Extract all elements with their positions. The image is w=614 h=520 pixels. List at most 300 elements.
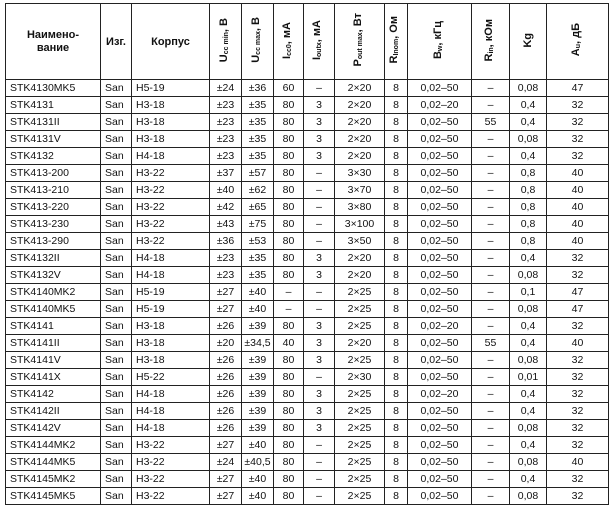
table-cell: 0,8 xyxy=(510,182,547,199)
table-cell: ±53 xyxy=(242,233,274,250)
table-cell: 2×25 xyxy=(335,488,385,505)
table-cell: 0,02–50 xyxy=(408,488,472,505)
table-cell: 80 xyxy=(274,216,304,233)
table-cell: San xyxy=(101,216,132,233)
table-cell: – xyxy=(304,284,335,301)
table-cell: 80 xyxy=(274,318,304,335)
table-cell: ±26 xyxy=(210,403,242,420)
table-cell: 2×20 xyxy=(335,131,385,148)
table-cell: 8 xyxy=(385,131,408,148)
table-cell: – xyxy=(472,216,510,233)
table-cell: 0,4 xyxy=(510,471,547,488)
table-row xyxy=(6,369,609,386)
table-cell: 2×20 xyxy=(335,80,385,97)
header-label-ioutx xyxy=(311,20,326,60)
table-row xyxy=(6,114,609,131)
table-cell: STK413-230 xyxy=(6,216,101,233)
table-cell: San xyxy=(101,199,132,216)
table-cell: 32 xyxy=(547,471,609,488)
table-cell: – xyxy=(472,471,510,488)
table-cell: – xyxy=(304,80,335,97)
table-cell: 2×25 xyxy=(335,386,385,403)
table-cell: 0,4 xyxy=(510,335,547,352)
table-cell: ±35 xyxy=(242,97,274,114)
label-main: A xyxy=(569,48,582,57)
table-cell: San xyxy=(101,267,132,284)
table-cell: STK4145MK5 xyxy=(6,488,101,505)
table-cell: 32 xyxy=(547,403,609,420)
table-cell: H5-22 xyxy=(132,369,210,386)
table-cell: H4-18 xyxy=(132,386,210,403)
table-cell: ±26 xyxy=(210,369,242,386)
table-cell: – xyxy=(472,131,510,148)
table-cell: 0,08 xyxy=(510,267,547,284)
table-cell: STK413-220 xyxy=(6,199,101,216)
table-cell: STK4132 xyxy=(6,148,101,165)
table-cell: 8 xyxy=(385,403,408,420)
header-rin xyxy=(472,4,510,80)
header-label-pout xyxy=(352,13,367,67)
table-cell: 32 xyxy=(547,386,609,403)
table-cell: 8 xyxy=(385,148,408,165)
table-cell: ±65 xyxy=(242,199,274,216)
header-pout xyxy=(335,4,385,80)
label-main: R xyxy=(388,55,401,64)
label-unit: , кОм xyxy=(482,18,495,48)
header-label-ucc_max xyxy=(250,17,265,63)
table-cell: 0,02–50 xyxy=(408,352,472,369)
table-cell: STK4140MK2 xyxy=(6,284,101,301)
table-cell: H3-22 xyxy=(132,216,210,233)
table-cell: ±27 xyxy=(210,284,242,301)
table-cell: – xyxy=(472,301,510,318)
table-cell: San xyxy=(101,250,132,267)
table-cell: 60 xyxy=(274,80,304,97)
table-cell: 32 xyxy=(547,131,609,148)
table-cell: 8 xyxy=(385,488,408,505)
table-cell: San xyxy=(101,386,132,403)
table-cell: ±40,5 xyxy=(242,454,274,471)
label-unit: , дБ xyxy=(569,23,582,45)
table-cell: STK4142II xyxy=(6,403,101,420)
table-cell: 2×25 xyxy=(335,471,385,488)
table-cell: 3×50 xyxy=(335,233,385,250)
table-cell: H3-18 xyxy=(132,318,210,335)
table-cell: 47 xyxy=(547,284,609,301)
table-cell: ±26 xyxy=(210,318,242,335)
table-row xyxy=(6,131,609,148)
table-cell: STK4142V xyxy=(6,420,101,437)
table-cell: – xyxy=(472,182,510,199)
table-cell: 8 xyxy=(385,420,408,437)
table-cell: STK4130MK5 xyxy=(6,80,101,97)
header-row xyxy=(6,4,609,80)
table-cell: 80 xyxy=(274,488,304,505)
table-row xyxy=(6,386,609,403)
table-cell: ±36 xyxy=(242,80,274,97)
header-label-au xyxy=(570,23,585,56)
table-cell: 8 xyxy=(385,301,408,318)
table-cell: 0,02–50 xyxy=(408,182,472,199)
table-cell: 80 xyxy=(274,131,304,148)
table-cell: H3-22 xyxy=(132,471,210,488)
label-sub: u xyxy=(575,44,583,49)
table-cell: San xyxy=(101,488,132,505)
table-cell: – xyxy=(472,148,510,165)
table-cell: 2×25 xyxy=(335,301,385,318)
table-cell: STK413-210 xyxy=(6,182,101,199)
table-cell: 8 xyxy=(385,471,408,488)
table-cell: 80 xyxy=(274,420,304,437)
table-cell: 2×25 xyxy=(335,437,385,454)
table-cell: 8 xyxy=(385,352,408,369)
table-cell: 0,02–20 xyxy=(408,97,472,114)
table-cell: 80 xyxy=(274,403,304,420)
table-cell: 8 xyxy=(385,335,408,352)
table-cell: ±24 xyxy=(210,80,242,97)
table-cell: ±35 xyxy=(242,114,274,131)
table-cell: H4-18 xyxy=(132,250,210,267)
table-cell: STK4131II xyxy=(6,114,101,131)
table-cell: ±23 xyxy=(210,97,242,114)
table-cell: ±23 xyxy=(210,131,242,148)
table-row xyxy=(6,165,609,182)
table-cell: 3×70 xyxy=(335,182,385,199)
table-cell: STK4132II xyxy=(6,250,101,267)
table-cell: 0,4 xyxy=(510,403,547,420)
table-cell: San xyxy=(101,471,132,488)
table-cell: STK4144MK5 xyxy=(6,454,101,471)
table-cell: ±26 xyxy=(210,386,242,403)
table-cell: 3 xyxy=(304,352,335,369)
table-cell: 3×100 xyxy=(335,216,385,233)
table-cell: 80 xyxy=(274,369,304,386)
table-cell: 0,02–50 xyxy=(408,301,472,318)
table-cell: H4-18 xyxy=(132,267,210,284)
header-maker: Изг. xyxy=(101,4,132,80)
table-cell: 3 xyxy=(304,97,335,114)
label-main: I xyxy=(311,56,324,61)
table-cell: ±34,5 xyxy=(242,335,274,352)
table-cell: 8 xyxy=(385,386,408,403)
table-cell: 0,4 xyxy=(510,386,547,403)
table-cell: 0,02–50 xyxy=(408,250,472,267)
table-cell: – xyxy=(472,250,510,267)
table-cell: 0,08 xyxy=(510,352,547,369)
table-cell: 2×20 xyxy=(335,148,385,165)
table-row xyxy=(6,250,609,267)
header-rnom xyxy=(385,4,408,80)
table-cell: 8 xyxy=(385,284,408,301)
table-cell: ±75 xyxy=(242,216,274,233)
header-package: Корпус xyxy=(132,4,210,80)
table-cell: 80 xyxy=(274,250,304,267)
table-cell: San xyxy=(101,301,132,318)
table-cell: 8 xyxy=(385,199,408,216)
table-cell: STK4141 xyxy=(6,318,101,335)
table-cell: 32 xyxy=(547,267,609,284)
table-cell: 0,8 xyxy=(510,165,547,182)
table-cell: – xyxy=(472,284,510,301)
table-cell: San xyxy=(101,335,132,352)
header-label-icc0 xyxy=(281,22,296,59)
table-cell: 2×25 xyxy=(335,352,385,369)
table-cell: 0,8 xyxy=(510,199,547,216)
table-cell: STK413-200 xyxy=(6,165,101,182)
table-cell: 8 xyxy=(385,318,408,335)
table-cell: ±39 xyxy=(242,420,274,437)
table-cell: – xyxy=(472,454,510,471)
table-cell: ±27 xyxy=(210,437,242,454)
table-cell: 80 xyxy=(274,114,304,131)
table-cell: ±36 xyxy=(210,233,242,250)
header-icc0 xyxy=(274,4,304,80)
table-cell: H3-18 xyxy=(132,335,210,352)
table-cell: – xyxy=(304,182,335,199)
table-cell: – xyxy=(472,97,510,114)
table-cell: 0,08 xyxy=(510,301,547,318)
table-cell: H3-22 xyxy=(132,454,210,471)
table-cell: 8 xyxy=(385,454,408,471)
header-label-rnom xyxy=(388,16,403,64)
table-cell: STK4141X xyxy=(6,369,101,386)
table-cell: 32 xyxy=(547,420,609,437)
table-cell: 0,4 xyxy=(510,114,547,131)
table-cell: H3-18 xyxy=(132,352,210,369)
table-cell: ±39 xyxy=(242,352,274,369)
table-cell: 8 xyxy=(385,233,408,250)
table-cell: 8 xyxy=(385,182,408,199)
table-cell: – xyxy=(472,403,510,420)
table-cell: – xyxy=(274,301,304,318)
table-cell: STK4141II xyxy=(6,335,101,352)
table-cell: ±37 xyxy=(210,165,242,182)
table-cell: – xyxy=(304,369,335,386)
label-sub: out max xyxy=(357,32,365,60)
table-cell: 0,02–50 xyxy=(408,114,472,131)
table-cell: – xyxy=(304,233,335,250)
table-cell: San xyxy=(101,284,132,301)
table-cell: San xyxy=(101,80,132,97)
table-cell: 0,02–50 xyxy=(408,420,472,437)
table-cell: 0,8 xyxy=(510,216,547,233)
table-cell: 2×25 xyxy=(335,454,385,471)
table-cell: – xyxy=(304,471,335,488)
table-cell: ±40 xyxy=(242,437,274,454)
table-cell: 40 xyxy=(274,335,304,352)
table-cell: 2×20 xyxy=(335,267,385,284)
table-cell: ±35 xyxy=(242,250,274,267)
table-cell: 0,02–50 xyxy=(408,131,472,148)
table-cell: 3 xyxy=(304,114,335,131)
header-label-ucc_min xyxy=(218,18,233,62)
table-row xyxy=(6,420,609,437)
table-cell: H3-22 xyxy=(132,437,210,454)
header-au xyxy=(547,4,609,80)
table-cell: – xyxy=(304,454,335,471)
table-cell: ±27 xyxy=(210,471,242,488)
table-cell: 0,02–50 xyxy=(408,335,472,352)
table-cell: 0,02–50 xyxy=(408,216,472,233)
table-cell: 0,08 xyxy=(510,131,547,148)
table-cell: ±23 xyxy=(210,114,242,131)
table-cell: STK4132V xyxy=(6,267,101,284)
table-cell: 2×25 xyxy=(335,318,385,335)
table-cell: 3 xyxy=(304,403,335,420)
table-cell: 2×20 xyxy=(335,250,385,267)
table-cell: – xyxy=(472,199,510,216)
label-main: I xyxy=(280,55,293,59)
table-cell: 80 xyxy=(274,199,304,216)
table-cell: ±40 xyxy=(242,471,274,488)
table-cell: San xyxy=(101,97,132,114)
table-cell: H3-22 xyxy=(132,165,210,182)
table-row xyxy=(6,335,609,352)
table-row xyxy=(6,97,609,114)
table-cell: 3 xyxy=(304,318,335,335)
table-cell: 0,02–50 xyxy=(408,437,472,454)
table-cell: San xyxy=(101,454,132,471)
table-cell: H3-22 xyxy=(132,182,210,199)
table-cell: 0,4 xyxy=(510,97,547,114)
table-cell: 0,02–50 xyxy=(408,284,472,301)
table-row xyxy=(6,148,609,165)
table-row xyxy=(6,199,609,216)
table-cell: San xyxy=(101,318,132,335)
table-cell: 0,02–50 xyxy=(408,471,472,488)
label-main: P xyxy=(351,59,364,67)
header-label-rin xyxy=(483,19,498,62)
table-cell: 32 xyxy=(547,97,609,114)
table-cell: 2×30 xyxy=(335,369,385,386)
table-cell: H4-18 xyxy=(132,420,210,437)
table-row xyxy=(6,352,609,369)
header-ucc-min xyxy=(210,4,242,80)
table-cell: 3 xyxy=(304,267,335,284)
header-name: Наимено- вание xyxy=(6,4,101,80)
table-cell: 0,01 xyxy=(510,369,547,386)
table-cell: ±35 xyxy=(242,267,274,284)
label-unit: , мА xyxy=(280,21,293,44)
table-cell: 3 xyxy=(304,148,335,165)
table-cell: 8 xyxy=(385,97,408,114)
table-cell: San xyxy=(101,437,132,454)
table-cell: 40 xyxy=(547,335,609,352)
table-cell: – xyxy=(472,488,510,505)
table-cell: 2×25 xyxy=(335,284,385,301)
table-cell: 0,02–50 xyxy=(408,403,472,420)
table-cell: ±40 xyxy=(210,182,242,199)
amplifier-specs-table xyxy=(5,3,609,505)
table-cell: 32 xyxy=(547,488,609,505)
table-cell: 0,1 xyxy=(510,284,547,301)
table-cell: 8 xyxy=(385,165,408,182)
table-cell: H3-22 xyxy=(132,488,210,505)
table-cell: H4-18 xyxy=(132,403,210,420)
table-cell: 8 xyxy=(385,250,408,267)
table-cell: 32 xyxy=(547,114,609,131)
table-cell: 80 xyxy=(274,471,304,488)
table-cell: – xyxy=(304,437,335,454)
table-cell: 8 xyxy=(385,369,408,386)
table-row xyxy=(6,80,609,97)
table-cell: ±39 xyxy=(242,318,274,335)
table-cell: ±27 xyxy=(210,488,242,505)
table-cell: STK4140MK5 xyxy=(6,301,101,318)
label-sub: in xyxy=(488,47,496,54)
table-cell: ±35 xyxy=(242,148,274,165)
table-cell: – xyxy=(304,301,335,318)
table-cell: STK4141V xyxy=(6,352,101,369)
table-cell: 2×25 xyxy=(335,420,385,437)
header-kg xyxy=(510,4,547,80)
table-row xyxy=(6,471,609,488)
label-sub: cc min xyxy=(223,31,231,55)
table-row xyxy=(6,182,609,199)
table-cell: 0,08 xyxy=(510,420,547,437)
table-cell: – xyxy=(472,233,510,250)
table-cell: 55 xyxy=(472,335,510,352)
table-cell: 40 xyxy=(547,454,609,471)
label-main: Kg xyxy=(522,32,534,48)
table-cell: 55 xyxy=(472,114,510,131)
table-cell: 2×25 xyxy=(335,403,385,420)
table-cell: 2×20 xyxy=(335,97,385,114)
table-row xyxy=(6,267,609,284)
table-cell: – xyxy=(472,352,510,369)
table-cell: San xyxy=(101,114,132,131)
label-unit: , Вт xyxy=(351,13,364,33)
table-cell: H4-18 xyxy=(132,148,210,165)
table-cell: 80 xyxy=(274,97,304,114)
table-cell: 8 xyxy=(385,216,408,233)
table-cell: 40 xyxy=(547,165,609,182)
table-cell: 32 xyxy=(547,437,609,454)
table-cell: 80 xyxy=(274,454,304,471)
table-cell: – xyxy=(472,80,510,97)
table-cell: – xyxy=(304,199,335,216)
table-cell: 80 xyxy=(274,386,304,403)
table-cell: ±43 xyxy=(210,216,242,233)
table-cell: – xyxy=(472,318,510,335)
table-row xyxy=(6,233,609,250)
table-row xyxy=(6,488,609,505)
table-cell: 0,02–50 xyxy=(408,233,472,250)
table-cell: San xyxy=(101,165,132,182)
table-cell: ±35 xyxy=(242,131,274,148)
table-cell: 32 xyxy=(547,352,609,369)
table-cell: 3 xyxy=(304,335,335,352)
table-cell: ±42 xyxy=(210,199,242,216)
table-cell: 2×20 xyxy=(335,114,385,131)
table-row xyxy=(6,318,609,335)
label-unit: , мА xyxy=(311,19,324,43)
table-cell: ±39 xyxy=(242,403,274,420)
table-cell: STK4131 xyxy=(6,97,101,114)
table-cell: ±39 xyxy=(242,386,274,403)
table-cell: 80 xyxy=(274,165,304,182)
table-cell: – xyxy=(472,369,510,386)
table-cell: ±20 xyxy=(210,335,242,352)
table-cell: ±24 xyxy=(210,454,242,471)
table-cell: STK4131V xyxy=(6,131,101,148)
table-cell: 0,4 xyxy=(510,318,547,335)
table-cell: – xyxy=(304,165,335,182)
table-cell: 3 xyxy=(304,420,335,437)
table-row xyxy=(6,216,609,233)
table-cell: – xyxy=(472,437,510,454)
table-cell: 80 xyxy=(274,267,304,284)
